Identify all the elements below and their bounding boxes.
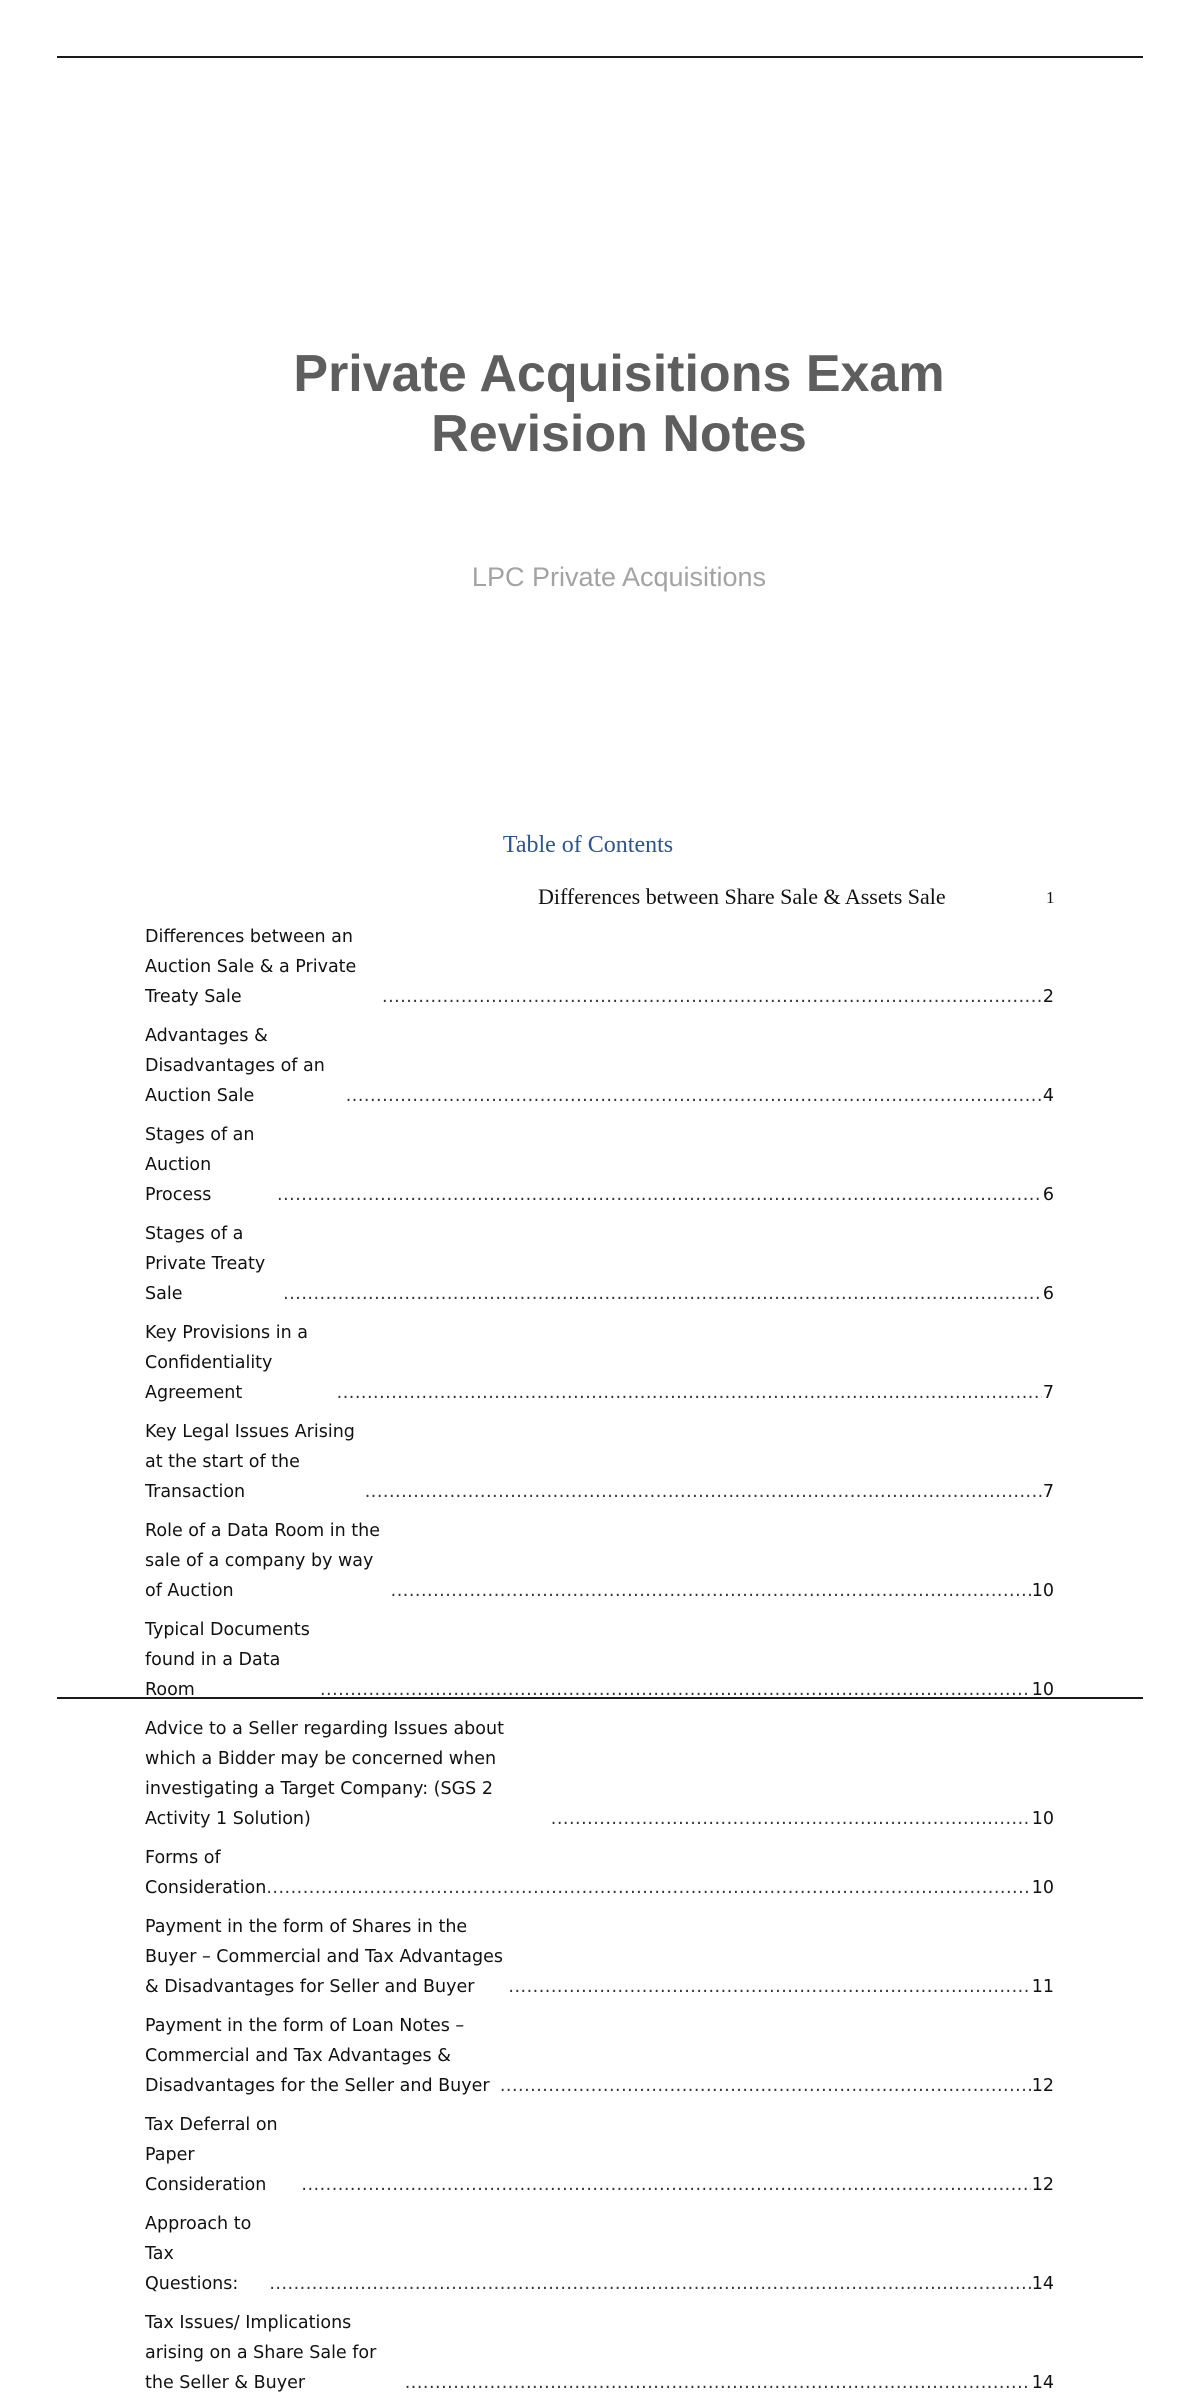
toc-entry[interactable] xyxy=(145,1843,1054,1903)
toc-leader-dots xyxy=(365,1477,1042,1507)
toc-leader-dots xyxy=(500,2071,1031,2101)
toc-entry[interactable] xyxy=(145,1021,1054,1111)
toc-entry-page: 10 xyxy=(1031,1581,1054,1601)
toc-entry-title: Differences between an Auction Sale & a Private Treaty Sale xyxy=(145,927,357,1007)
toc-entry[interactable] xyxy=(145,2110,1054,2200)
toc-leader-dots xyxy=(337,1378,1042,1408)
toc-entry-page: 14 xyxy=(1031,2373,1054,2393)
toc-first-entry-title: Differences between Share Sale & Assets Sale xyxy=(538,884,946,909)
toc-entry-page: 10 xyxy=(1031,1878,1054,1898)
toc-entry-title: Tax Deferral on Paper Consideration xyxy=(145,2115,278,2195)
toc-leader-dots xyxy=(283,1279,1042,1309)
toc-entry-page: 7 xyxy=(1042,1482,1054,1502)
toc-entry[interactable] xyxy=(145,1615,1054,1705)
toc-entry-title: Forms of Consideration xyxy=(145,1848,267,1898)
toc-leader-dots xyxy=(346,1081,1042,1111)
toc-entry-title: Payment in the form of Loan Notes – Commercial and Tax Advantages & Disadvantages for the Seller and Buyer xyxy=(145,2016,490,2096)
document-title-line-1: Private Acquisitions Exam xyxy=(293,345,945,403)
toc-entry-title: Role of a Data Room in the sale of a company by way of Auction xyxy=(145,1521,380,1601)
toc-list xyxy=(145,922,1054,2407)
toc-entry-title: Advice to a Seller regarding Issues about which a Bidder may be concerned when investigating a Target Company: (SGS 2 Activity 1 Solution) xyxy=(145,1719,504,1829)
toc-entry-page: 14 xyxy=(1031,2274,1054,2294)
toc-entry-title: Advantages & Disadvantages of an Auction Sale xyxy=(145,1026,325,1106)
toc-entry[interactable] xyxy=(145,922,1054,1012)
toc-entry[interactable] xyxy=(145,1120,1054,1210)
toc-entry[interactable] xyxy=(145,1912,1054,2002)
document-subtitle: LPC Private Acquisitions xyxy=(471,562,767,592)
toc-entry-page: 10 xyxy=(1031,1680,1054,1700)
toc-entry[interactable] xyxy=(145,1714,1054,1834)
toc-entry-title: Typical Documents found in a Data Room xyxy=(145,1620,310,1700)
toc-heading: Table of Contents xyxy=(502,832,674,858)
toc-entry-page: 10 xyxy=(1031,1809,1054,1829)
toc-entry-page: 7 xyxy=(1042,1383,1054,1403)
toc-entry-title: Stages of a Private Treaty Sale xyxy=(145,1224,266,1304)
toc-leader-dots xyxy=(551,1804,1031,1834)
toc-entry-page: 6 xyxy=(1042,1185,1054,1205)
toc-entry-title: Key Legal Issues Arising at the start of the Transaction xyxy=(145,1422,355,1502)
toc-first-entry-page: 1 xyxy=(1046,888,1055,907)
toc-entry[interactable] xyxy=(145,1516,1054,1606)
toc-leader-dots xyxy=(269,2269,1030,2299)
toc-entry-page: 12 xyxy=(1031,2175,1054,2195)
toc-entry-page: 11 xyxy=(1031,1977,1054,1997)
toc-entry-page: 4 xyxy=(1042,1086,1054,1106)
toc-leader-dots xyxy=(508,1972,1030,2002)
toc-leader-dots xyxy=(266,1873,1030,1903)
toc-entry[interactable] xyxy=(145,2011,1054,2101)
toc-entry-title: Payment in the form of Shares in the Buyer – Commercial and Tax Advantages & Disadvantages for Seller and Buyer xyxy=(145,1917,503,1997)
document-title xyxy=(0,344,1200,464)
toc-entry[interactable] xyxy=(145,1318,1054,1408)
toc-entry-page: 2 xyxy=(1042,987,1054,1007)
toc-leader-dots xyxy=(405,2368,1031,2398)
toc-entry-page: 12 xyxy=(1031,2076,1054,2096)
toc-leader-dots xyxy=(391,1576,1031,1606)
toc-entry[interactable] xyxy=(145,1417,1054,1507)
footer-rule xyxy=(57,1697,1143,1699)
document-title-line-2: Revision Notes xyxy=(431,405,807,463)
toc-leader-dots xyxy=(277,1180,1042,1210)
toc-entry-title: Stages of an Auction Process xyxy=(145,1125,255,1205)
toc-entry-title: Tax Issues/ Implications arising on a Share Sale for the Seller & Buyer xyxy=(145,2313,377,2393)
toc-entry-title: Approach to Tax Questions: xyxy=(145,2214,252,2294)
toc-entry-title: Key Provisions in a Confidentiality Agreement xyxy=(145,1323,308,1403)
toc-entry[interactable] xyxy=(145,2308,1054,2398)
toc-leader-dots xyxy=(382,982,1042,1012)
toc-entry-page: 6 xyxy=(1042,1284,1054,1304)
toc-entry[interactable] xyxy=(145,2209,1054,2299)
toc-leader-dots xyxy=(320,1675,1031,1705)
header-rule xyxy=(57,56,1143,58)
toc-leader-dots xyxy=(301,2170,1030,2200)
toc-entry[interactable] xyxy=(145,1219,1054,1309)
